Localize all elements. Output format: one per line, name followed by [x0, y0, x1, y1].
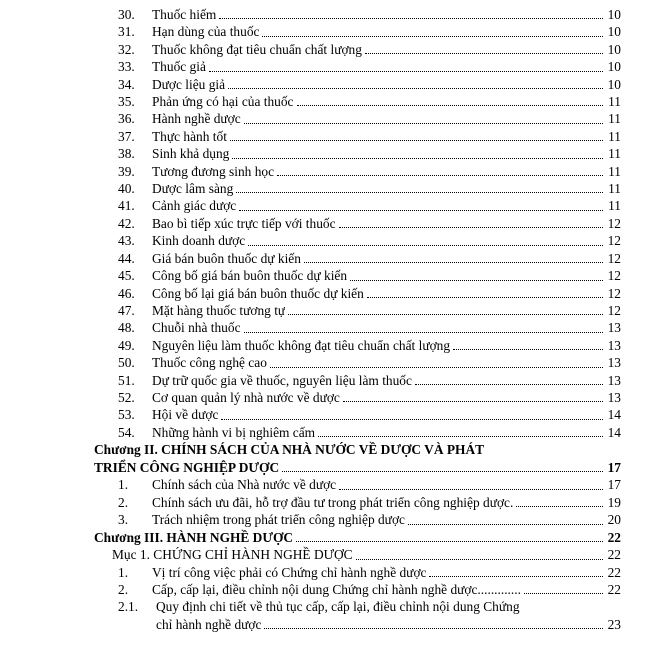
toc-entry-page: 10: [607, 7, 621, 22]
toc-chapter-line1: [94, 441, 621, 459]
dot-leader: [264, 628, 602, 629]
dot-leader: [297, 105, 604, 106]
toc-entry-title-wrap: [148, 494, 604, 511]
toc-entry[interactable]: [118, 128, 621, 145]
toc-entry-title: Công bố giá bán buôn thuốc dự kiến: [152, 268, 348, 284]
toc-chapter-line1: [94, 529, 621, 547]
toc-entry-page: 13: [607, 355, 621, 371]
toc-entry-title: Hành nghề dược: [152, 111, 241, 127]
dot-leader: [339, 227, 603, 228]
toc-entry-title: Kinh doanh dược: [152, 233, 246, 249]
toc-entry-number: 43.: [118, 233, 135, 249]
toc-entry-title-wrap: [148, 197, 604, 214]
toc-entry[interactable]: [118, 58, 621, 75]
toc-entry-title: Tương đương sinh học: [152, 163, 275, 179]
dot-leader: [408, 524, 603, 525]
toc-entry-number: 2.: [118, 494, 129, 510]
toc-entry-title-wrap: [148, 232, 604, 249]
toc-entry[interactable]: [118, 232, 621, 249]
dot-leader: [296, 541, 603, 542]
toc-entry-title: Chính sách ưu đãi, hỗ trợ đầu tư trong phát triển công nghiệp dược.: [152, 494, 514, 510]
dot-leader: [277, 175, 603, 176]
dot-leader: [339, 489, 603, 490]
toc-entry-page: 14: [607, 424, 621, 440]
toc-entry-number: 44.: [118, 250, 135, 266]
toc-entry-number: 31.: [118, 24, 135, 40]
toc-entry-title-wrap: [148, 76, 604, 93]
toc-entry[interactable]: [118, 337, 621, 354]
toc-entry-number: 54.: [118, 424, 135, 440]
toc-entry-page: 13: [607, 337, 621, 353]
toc-entry-title: Công bố lại giá bán buôn thuốc dự kiến: [152, 285, 364, 301]
toc-entry-page: 11: [608, 146, 621, 162]
dot-leader: [219, 18, 602, 19]
toc-entry-number: 33.: [118, 59, 135, 75]
toc-entry-page: 12: [607, 250, 621, 266]
dot-leader: [262, 36, 602, 37]
toc-entry[interactable]: [118, 250, 621, 267]
dot-leader: [221, 419, 602, 420]
toc-entry-title-wrap: [148, 58, 604, 75]
toc-entry-title-wrap: [148, 372, 604, 389]
toc-entry-number: 32.: [118, 41, 135, 57]
dot-leader: [516, 506, 602, 507]
toc-entry[interactable]: [118, 494, 621, 511]
toc-entry-title: Vị trí công việc phải có Chứng chỉ hành nghề dược: [152, 564, 427, 580]
table-of-contents: [94, 6, 621, 633]
toc-entry[interactable]: [118, 180, 621, 197]
toc-entry[interactable]: [118, 302, 621, 319]
toc-entry[interactable]: [118, 110, 621, 127]
toc-entry-page: 12: [607, 268, 621, 284]
toc-entry-number: 46.: [118, 285, 135, 301]
toc-section-heading[interactable]: [112, 546, 621, 563]
toc-entry-title: Cảnh giác dược: [152, 198, 237, 214]
dot-leader: [232, 158, 603, 159]
toc-entry-title: Thuốc giả: [152, 59, 206, 75]
toc-entry-title: Thuốc hiếm: [152, 7, 217, 22]
toc-entry-page: 10: [607, 59, 621, 75]
toc-entry-number: 39.: [118, 163, 135, 179]
toc-entry-title: Giá bán buôn thuốc dự kiến: [152, 250, 301, 266]
toc-entry-number: 37.: [118, 128, 135, 144]
toc-entry-title-wrap: [148, 389, 604, 406]
dot-leader: [248, 245, 602, 246]
toc-entry[interactable]: [118, 93, 621, 110]
dot-leader: [230, 140, 603, 141]
dot-leader: [282, 471, 602, 472]
toc-entry-page: 10: [607, 24, 621, 40]
toc-entry-number: 1.: [118, 564, 129, 580]
toc-entry-number: 35.: [118, 94, 135, 110]
toc-entry-title-wrap: [148, 145, 604, 162]
toc-entry[interactable]: [118, 354, 621, 371]
toc-entry-title-wrap: [148, 406, 604, 423]
toc-chapter-text-cont: TRIỂN CÔNG NGHIỆP DƯỢC: [94, 459, 280, 475]
toc-entry-title: Mặt hàng thuốc tương tự: [152, 302, 286, 318]
toc-entry-page: 12: [607, 233, 621, 249]
toc-entry[interactable]: [118, 564, 621, 581]
toc-entry-title-wrap: [148, 354, 604, 371]
toc-entry-number: 36.: [118, 111, 135, 127]
toc-entry-title: Trách nhiệm trong phát triển công nghiệp dược: [152, 512, 405, 528]
toc-entry-page: 11: [608, 181, 621, 197]
toc-entry-title-wrap: [148, 511, 604, 528]
toc-entry-page: 13: [607, 372, 621, 388]
toc-entry-title: Những hành vi bị nghiêm cấm: [152, 424, 316, 440]
toc-entry-title: Cơ quan quản lý nhà nước về dược: [152, 389, 340, 405]
toc-entry-page: 10: [607, 76, 621, 92]
toc-entry-title: Dược liệu giả: [152, 76, 226, 92]
toc-entry-number: 45.: [118, 268, 135, 284]
toc-entry-number: 53.: [118, 407, 135, 423]
dot-leader: [367, 297, 603, 298]
toc-entry-page: 13: [607, 320, 621, 336]
toc-entry[interactable]: [118, 76, 621, 93]
toc-entry-title-wrap: [148, 302, 604, 319]
toc-entry[interactable]: [118, 319, 621, 336]
toc-entry-title: Cấp, cấp lại, điều chỉnh nội dung Chứng chỉ hành nghề dược.............: [152, 581, 521, 597]
toc-entry-number: 50.: [118, 355, 135, 371]
toc-entry-title-wrap: [148, 337, 604, 354]
toc-entry-title: Thực hành tốt: [152, 128, 227, 144]
toc-entry[interactable]: [118, 215, 621, 232]
toc-entry-title-wrap: [148, 424, 604, 441]
toc-entry-title: Nguyên liệu làm thuốc không đạt tiêu chuẩn chất lượng: [152, 337, 451, 353]
toc-entry-title: Thuốc không đạt tiêu chuẩn chất lượng: [152, 41, 362, 57]
toc-entry-title-wrap: [148, 476, 604, 493]
toc-entry[interactable]: [118, 476, 621, 493]
toc-entry-page: 19: [607, 494, 621, 510]
toc-section-title: Mục 1. CHỨNG CHỈ HÀNH NGHỀ DƯỢC: [112, 547, 353, 563]
toc-entry-title-wrap: [148, 564, 604, 581]
toc-entry-page: 11: [608, 128, 621, 144]
toc-sub-entry-page: 23: [607, 616, 621, 632]
toc-entry-page: 10: [607, 41, 621, 57]
toc-chapter-text: Chương II. CHÍNH SÁCH CỦA NHÀ NƯỚC VỀ DƯỢC VÀ PHÁT: [94, 442, 485, 458]
toc-entry[interactable]: [118, 285, 621, 302]
toc-entry-page: 17: [607, 477, 621, 493]
toc-entry[interactable]: [118, 197, 621, 214]
toc-entry[interactable]: [118, 424, 621, 441]
toc-entry-title-wrap: [148, 23, 604, 40]
toc-entry-number: 52.: [118, 389, 135, 405]
toc-entry-number: 1.: [118, 477, 129, 493]
toc-entry-title: Chuỗi nhà thuốc: [152, 320, 241, 336]
toc-sub-entry-title-cont: chỉ hành nghề dược: [156, 616, 262, 632]
toc-entry[interactable]: [118, 163, 621, 180]
toc-sub-entry-line2: [156, 616, 621, 633]
toc-sub-entry-body: [156, 598, 621, 633]
toc-entry[interactable]: [118, 267, 621, 284]
toc-sub-entry-number: 2.1.: [118, 599, 139, 615]
toc-entry-title: Hội về dược: [152, 407, 219, 423]
toc-entry-title-wrap: [148, 128, 604, 145]
toc-entry-page: 22: [607, 581, 621, 597]
toc-section-page: 22: [607, 547, 621, 563]
dot-leader: [343, 401, 603, 402]
toc-chapter-heading[interactable]: [94, 529, 621, 547]
toc-entry-page: 11: [608, 111, 621, 127]
toc-entry-page: 11: [608, 94, 621, 110]
toc-entry-number: 48.: [118, 320, 135, 336]
toc-entry-number: 3.: [118, 512, 129, 528]
toc-entry[interactable]: [118, 23, 621, 40]
dot-leader: [429, 576, 602, 577]
toc-entry-title-wrap: [148, 110, 604, 127]
toc-sub-entry[interactable]: [118, 598, 621, 633]
toc-entry-title: Phản ứng có hại của thuốc: [152, 94, 294, 110]
toc-entry-title: Dược lâm sàng: [152, 181, 234, 197]
dot-leader: [453, 349, 603, 350]
dot-leader: [270, 367, 603, 368]
toc-entry-title: Hạn dùng của thuốc: [152, 24, 260, 40]
toc-entry-number: 51.: [118, 372, 135, 388]
toc-chapter-line2: [94, 459, 621, 477]
toc-entry-page: 14: [607, 407, 621, 423]
dot-leader: [228, 88, 603, 89]
toc-entry[interactable]: [118, 6, 621, 23]
toc-entry-title-wrap: [148, 319, 604, 336]
dot-leader: [318, 436, 603, 437]
toc-chapter-page: 22: [607, 529, 621, 545]
toc-entry-title: Thuốc công nghệ cao: [152, 355, 267, 371]
toc-entry-number: 38.: [118, 146, 135, 162]
toc-entry-title: Chính sách của Nhà nước về dược: [152, 477, 337, 493]
dot-leader: [356, 559, 603, 560]
toc-entry[interactable]: [118, 41, 621, 58]
toc-entry-number: 2.: [118, 581, 129, 597]
toc-entry[interactable]: [118, 511, 621, 528]
dot-leader: [288, 314, 602, 315]
toc-entry[interactable]: [118, 145, 621, 162]
toc-chapter-text: Chương III. HÀNH NGHỀ DƯỢC: [94, 529, 294, 545]
dot-leader: [244, 332, 603, 333]
toc-sub-entry-line1: [156, 598, 621, 615]
toc-entry-title-wrap: [148, 180, 604, 197]
dot-leader: [236, 192, 603, 193]
toc-entry-page: 13: [607, 389, 621, 405]
toc-entry-page: 11: [608, 198, 621, 214]
dot-leader: [244, 123, 603, 124]
toc-entry-title: Sinh khả dụng: [152, 146, 230, 162]
toc-entry-page: 12: [607, 285, 621, 301]
toc-entry-title-wrap: [148, 285, 604, 302]
dot-leader: [524, 593, 603, 594]
toc-entry-page: 22: [607, 564, 621, 580]
dot-leader: [209, 71, 603, 72]
toc-entry-number: 41.: [118, 198, 135, 214]
toc-entry-title-wrap: [148, 267, 604, 284]
dot-leader: [350, 280, 603, 281]
toc-entry[interactable]: [118, 406, 621, 423]
toc-entry-page: 11: [608, 163, 621, 179]
toc-entry-title-wrap: [148, 215, 604, 232]
toc-entry-number: 42.: [118, 215, 135, 231]
dot-leader: [365, 53, 603, 54]
toc-entry-page: 20: [607, 512, 621, 528]
toc-entry[interactable]: [118, 372, 621, 389]
dot-leader: [415, 384, 603, 385]
toc-entry-number: 47.: [118, 302, 135, 318]
toc-entry-page: 12: [607, 215, 621, 231]
toc-entry-title-wrap: [148, 93, 604, 110]
toc-entry-number: 30.: [118, 7, 135, 22]
toc-entry-title-wrap: [148, 6, 604, 23]
toc-entry[interactable]: [118, 389, 621, 406]
toc-entry-page: 12: [607, 302, 621, 318]
toc-entry-title-wrap: [148, 250, 604, 267]
toc-entry-number: 34.: [118, 76, 135, 92]
toc-sub-entry-title: Quy định chi tiết về thủ tục cấp, cấp lại, điều chỉnh nội dung Chứng: [156, 599, 520, 615]
toc-entry-title: Dự trữ quốc gia về thuốc, nguyên liệu làm thuốc: [152, 372, 412, 388]
toc-entry-title-wrap: [148, 41, 604, 58]
toc-entry-number: 40.: [118, 181, 135, 197]
toc-entry-title: Bao bì tiếp xúc trực tiếp với thuốc: [152, 215, 336, 231]
toc-entry[interactable]: [118, 581, 621, 598]
toc-entry-number: 49.: [118, 337, 135, 353]
toc-chapter-heading[interactable]: [94, 441, 621, 476]
dot-leader: [239, 210, 603, 211]
toc-entry-title-wrap: [148, 163, 604, 180]
dot-leader: [304, 262, 603, 263]
toc-entry-title-wrap: [148, 581, 604, 598]
toc-chapter-page: 17: [607, 459, 621, 475]
